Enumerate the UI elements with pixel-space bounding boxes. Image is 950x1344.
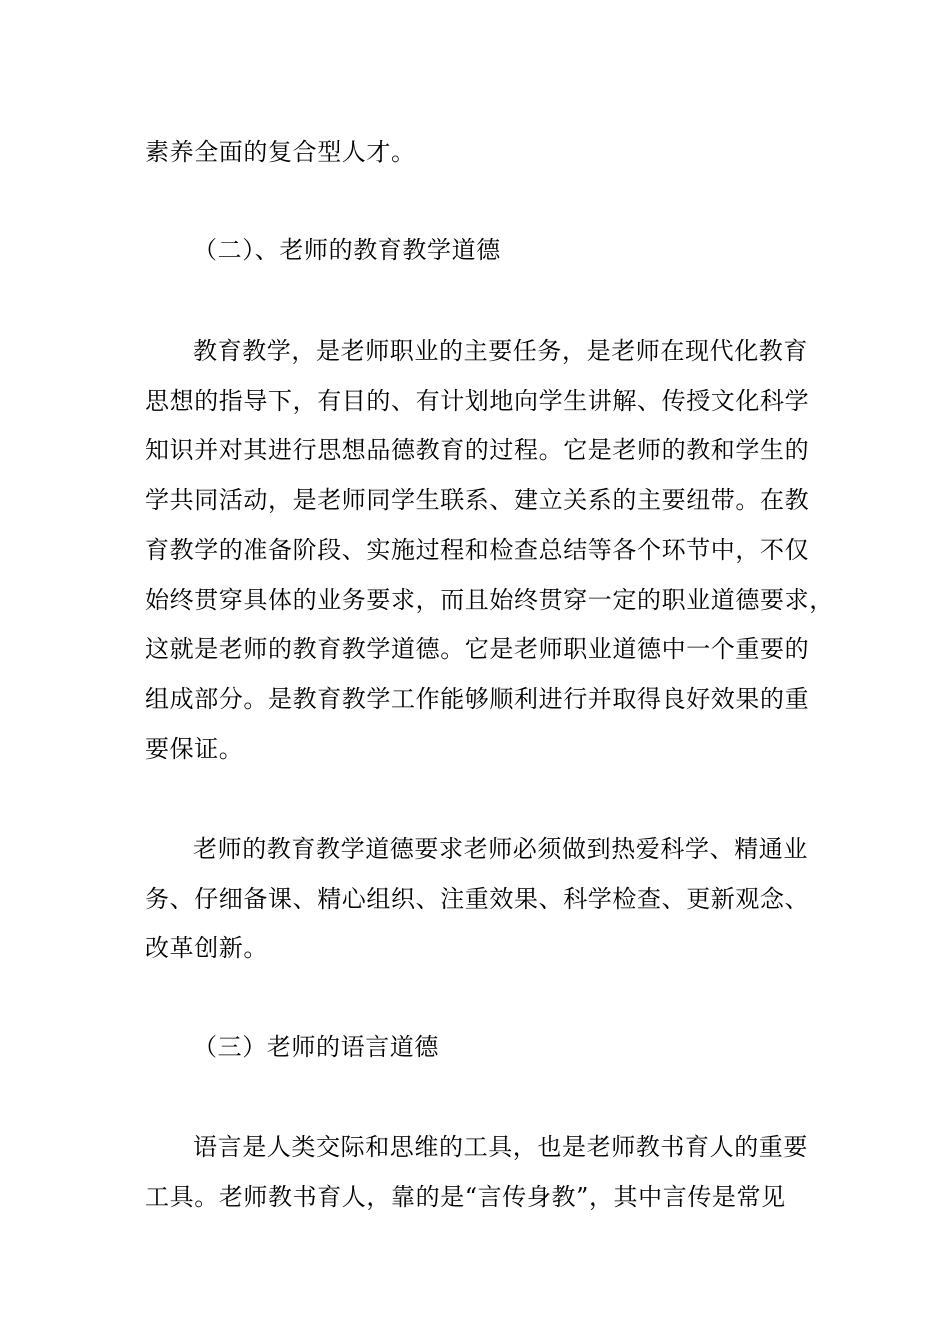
paragraph-line: 老师的教育教学道德要求老师必须做到热爱科学、精通业 [193, 835, 808, 863]
paragraph-line: 这就是老师的教育教学道德。它是老师职业道德中一个重要的 [145, 635, 810, 663]
paragraph-line: 改革创新。 [145, 934, 268, 962]
paragraph-line: 组成部分。是教育教学工作能够顺利进行并取得良好效果的重 [145, 685, 810, 713]
paragraph-line: 育教学的准备阶段、实施过程和检查总结等各个环节中，不仅 [145, 536, 810, 564]
section-heading: （二）、老师的教育教学道德 [193, 236, 501, 264]
paragraph-line: 思想的指导下，有目的、有计划地向学生讲解、传授文化科学 [145, 387, 810, 415]
paragraph-line: 要保证。 [145, 735, 244, 763]
paragraph-line: 素养全面的复合型人才。 [145, 138, 416, 166]
section-heading: （三）老师的语言道德 [193, 1033, 439, 1061]
paragraph-line: 务、仔细备课、精心组织、注重效果、科学检查、更新观念、 [145, 885, 810, 913]
paragraph-line: 工具。老师教书育人，靠的是“言传身教”，其中言传是常见 [145, 1183, 786, 1211]
paragraph-line: 知识并对其进行思想品德教育的过程。它是老师的教和学生的 [145, 436, 810, 464]
paragraph-line: 教育教学，是老师职业的主要任务，是老师在现代化教育 [193, 337, 808, 365]
paragraph-line: 学共同活动，是老师同学生联系、建立关系的主要纽带。在教 [145, 486, 810, 514]
paragraph-line: 始终贯穿具体的业务要求，而且始终贯穿一定的职业道德要求， [145, 586, 834, 614]
paragraph-line: 语言是人类交际和思维的工具，也是老师教书育人的重要 [193, 1133, 808, 1161]
